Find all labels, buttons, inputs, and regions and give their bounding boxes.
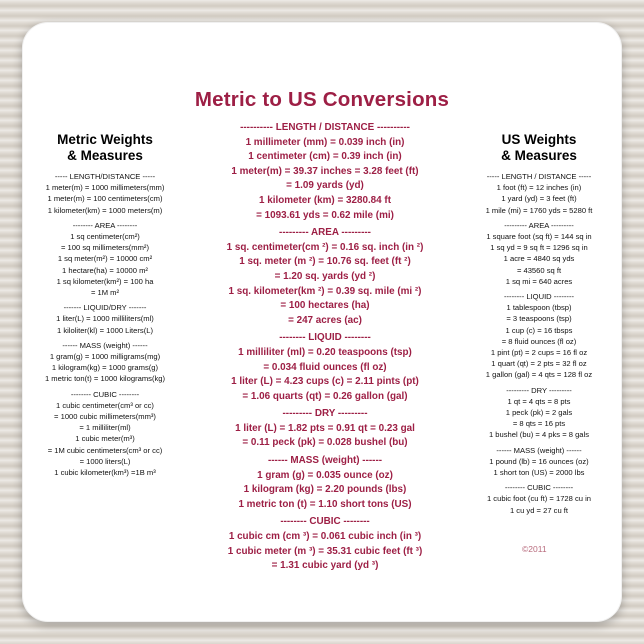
conversion-row: = 8 qts = 16 pts: [512, 419, 566, 429]
us-rows: [464, 171, 614, 516]
conversion-row: 1 cubic cm (cm ³) = 0.061 cubic inch (in ³): [228, 531, 422, 543]
conversion-row: = 43560 sq ft: [516, 265, 562, 275]
conversion-row: 1 kilogram(kg) = 1000 grams(g): [51, 363, 159, 373]
conversion-row: 1 cubic meter(m³): [75, 434, 135, 444]
conversions-column: [194, 118, 456, 574]
conversion-row: = 1000 liters(L): [79, 456, 131, 466]
conversion-row: 1 gallon (gal) = 4 qts = 128 fl oz: [485, 370, 593, 380]
conversion-row: = 0.11 peck (pk) = 0.028 bushel (bu): [242, 437, 408, 449]
conversion-row: 1 centimeter (cm) = 0.39 inch (in): [248, 151, 402, 163]
conversion-row: 1 kiloliter(kl) = 1000 Liters(L): [56, 325, 153, 335]
section-header: --------- DRY ---------: [282, 408, 368, 420]
conversion-row: ----- LENGTH / DISTANCE -----: [486, 172, 592, 181]
conversion-row: 1 tablespoon (tbsp): [506, 303, 572, 313]
conversion-row: 1 cubic meter (m ³) = 35.31 cubic feet (ft ³): [227, 545, 423, 557]
conversion-row: 1 qt = 4 qts = 8 pts: [507, 396, 571, 406]
conversion-row: 1 bushel (bu) = 4 pks = 8 gals: [488, 430, 590, 440]
conversion-row: 1 hectare(ha) = 10000 m²: [62, 265, 148, 275]
conversion-row: 1 gram (g) = 0.035 ounce (oz): [257, 469, 393, 481]
conversion-row: = 247 acres (ac): [288, 314, 362, 326]
conversion-row: = 1M m²: [90, 288, 120, 298]
us-heading-line1: US Weights: [501, 132, 577, 147]
conversion-row: = 8 fluid ounces (fl oz): [501, 336, 577, 346]
conversion-row: ------ MASS (weight) ------: [496, 445, 582, 455]
conversion-row: 1 cubic centimeter(cm³ or cc): [56, 400, 154, 410]
page-title: Metric to US Conversions: [194, 88, 450, 111]
conversion-row: -------- AREA --------: [72, 220, 138, 230]
section-header: -------- CUBIC --------: [280, 516, 370, 528]
conversion-row: 1 cu yd = 27 cu ft: [509, 505, 569, 515]
conversion-row: 1 millimeter (mm) = 0.039 inch (in): [245, 136, 405, 148]
conversion-row: = 3 teaspoons (tsp): [506, 314, 572, 324]
conversion-row: 1 mile (mi) = 1760 yds = 5280 ft: [485, 205, 593, 215]
conversion-row: --------- AREA ---------: [504, 220, 574, 230]
conversion-row: --------- DRY ---------: [506, 385, 572, 395]
conversion-row: 1 sq centimeter(cm²): [70, 232, 140, 242]
conversion-row: = 1.31 cubic yard (yd ³): [271, 560, 379, 572]
conversion-row: = 1.20 sq. yards (yd ²): [274, 270, 376, 282]
conversion-row: 1 cubic foot (cu ft) = 1728 cu in: [486, 494, 592, 504]
conversion-row: 1 quart (qt) = 2 pts = 32 fl oz: [491, 359, 587, 369]
conversion-row: 1 kilometer (km) = 3280.84 ft: [258, 194, 391, 206]
conversion-row: -------- LIQUID --------: [504, 292, 574, 302]
conversion-row: 1 peck (pk) = 2 gals: [505, 408, 573, 418]
conversion-row: = 1093.61 yds = 0.62 mile (mi): [256, 209, 394, 221]
conversion-row: 1 square foot (sq ft) = 144 sq in: [486, 232, 592, 242]
conversion-row: 1 sq. centimeter(cm ²) = 0.16 sq. inch (in ²): [226, 241, 424, 253]
us-weights-column: [464, 132, 614, 516]
conversion-row: ------- LIQUID/DRY -------: [63, 303, 147, 313]
section-header: ------ MASS (weight) ------: [267, 455, 383, 467]
conversion-row: 1 pound (lb) = 16 ounces (oz): [489, 456, 589, 466]
conversion-row: = 100 hectares (ha): [280, 300, 370, 312]
metric-column-heading: [30, 132, 180, 164]
conversion-row: = 1 milliliter(ml): [79, 423, 131, 433]
conversion-row: 1 acre = 4840 sq yds: [503, 254, 575, 264]
conversion-row: 1 sq meter(m²) = 10000 cm²: [57, 254, 153, 264]
conversion-row: = 0.034 fluid ounces (fl oz): [263, 361, 387, 373]
conversion-row: 1 metric ton (t) = 1.10 short tons (US): [238, 498, 412, 510]
conversion-row: 1 short ton (US) = 2000 lbs: [493, 468, 585, 478]
conversion-row: 1 milliliter (ml) = 0.20 teaspoons (tsp): [238, 346, 412, 358]
mouse-pad: [22, 22, 622, 622]
conversion-row: 1 kilometer(km) = 1000 meters(m): [47, 205, 163, 215]
metric-heading-line2: & Measures: [67, 148, 143, 163]
section-header: ---------- LENGTH / DISTANCE ----------: [240, 122, 410, 133]
conversion-row: 1 sq. meter (m ²) = 10.76 sq. feet (ft ²): [239, 256, 411, 268]
conversion-row: 1 meter(m) = 1000 millimeters(mm): [45, 183, 165, 193]
conversion-row: 1 kilogram (kg) = 2.20 pounds (lbs): [243, 484, 407, 496]
conversion-row: 1 liter (L) = 4.23 cups (c) = 2.11 pints (pt): [231, 376, 419, 388]
section-header: --------- AREA ---------: [279, 227, 371, 239]
conversion-row: = 1.09 yards (yd): [286, 180, 364, 192]
metric-heading-line1: Metric Weights: [57, 132, 153, 147]
metric-rows: [30, 171, 180, 478]
conversion-row: = 1M cubic centimeters(cm³ or cc): [47, 445, 163, 455]
conversion-row: 1 sq kilometer(km²) = 100 ha: [56, 276, 154, 286]
conversion-row: 1 yard (yd) = 3 feet (ft): [501, 194, 577, 204]
conversion-row: 1 foot (ft) = 12 inches (in): [496, 183, 582, 193]
conversion-row: 1 gram(g) = 1000 milligrams(mg): [49, 352, 161, 362]
us-heading-line2: & Measures: [501, 148, 577, 163]
conversion-row: 1 meter(m) = 39.37 inches = 3.28 feet (ft): [231, 165, 419, 177]
conversion-row: 1 cubic kilometer(km³) =1B m³: [54, 468, 156, 478]
conversion-row: 1 liter(L) = 1000 milliliters(ml): [56, 314, 154, 324]
conversion-row: = 100 sq millimeters(mm²): [61, 243, 149, 253]
conversion-row: ----- LENGTH/DISTANCE -----: [54, 172, 156, 181]
section-header: -------- LIQUID --------: [279, 332, 371, 344]
conversion-row: = 1000 cubic millimeters(mm³): [54, 412, 156, 422]
us-column-heading: [464, 132, 614, 164]
conversion-row: 1 sq yd = 9 sq ft = 1296 sq in: [490, 243, 588, 253]
conversion-row: 1 sq mi = 640 acres: [505, 276, 573, 286]
conversion-row: 1 liter (L) = 1.82 pts = 0.91 qt = 0.23 gal: [235, 422, 415, 434]
conversion-row: 1 meter(m) = 100 centimeters(cm): [47, 194, 163, 204]
conversion-row: = 1.06 quarts (qt) = 0.26 gallon (gal): [242, 390, 408, 402]
conversion-row: 1 pint (pt) = 2 cups = 16 fl oz: [490, 348, 588, 358]
conversion-row: -------- CUBIC --------: [504, 483, 574, 493]
conversion-row: 1 sq. kilometer(km ²) = 0.39 sq. mile (mi ²): [228, 285, 422, 297]
conversion-row: 1 metric ton(t) = 1000 kilograms(kg): [44, 374, 166, 384]
copyright-notice: ©2011: [522, 544, 547, 554]
metric-weights-column: [30, 132, 180, 478]
conversion-row: ------ MASS (weight) ------: [62, 340, 148, 350]
conversion-row: -------- CUBIC --------: [70, 389, 140, 399]
conversion-row: 1 cup (c) = 16 tbsps: [505, 325, 573, 335]
